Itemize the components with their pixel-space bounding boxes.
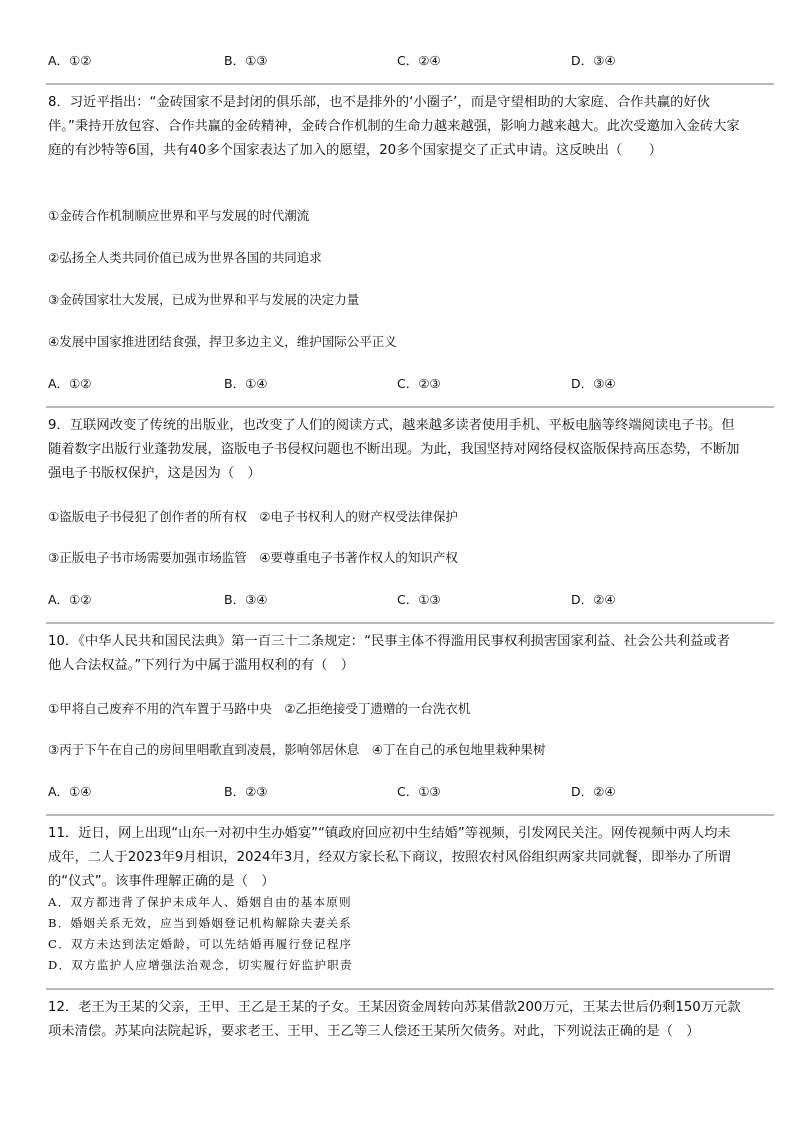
divider — [46, 83, 774, 85]
q7-option-c[interactable]: C．②④ — [397, 53, 441, 68]
q10-item-1: ①甲将自己废弃不用的汽车置于马路中央 ②乙拒绝接受丁遗赠的一台洗衣机 — [48, 701, 471, 716]
q10-option-b[interactable]: B．②③ — [224, 784, 268, 799]
q8-option-a[interactable]: A．①② — [48, 376, 92, 391]
q8-item-3: ③金砖国家壮大发展，已成为世界和平与发展的决定力量 — [48, 292, 360, 307]
divider — [46, 814, 774, 816]
divider — [46, 622, 774, 624]
q9-option-a[interactable]: A．①② — [48, 592, 92, 607]
q7-option-b[interactable]: B．①③ — [224, 53, 268, 68]
q9-item-2: ③正版电子书市场需要加强市场监管 ④要尊重电子书著作权人的知识产权 — [48, 550, 458, 565]
q8-option-d[interactable]: D．③④ — [571, 376, 616, 391]
q7-option-d[interactable]: D．③④ — [571, 53, 616, 68]
q8-option-b[interactable]: B．①④ — [224, 376, 268, 391]
q9-option-d[interactable]: D．②④ — [571, 592, 616, 607]
q9-stem: 9．互联网改变了传统的出版业，也改变了人们的阅读方式，越来越多读者使用手机、平板电脑等终端阅读电子书。但随着数字出版行业蓬勃发展，盗版电子书侵权问题也不断出现。为此，我国坚持对网络侵权盗版保持高压态势，不断加强电子书版权保护，这是因为（ ） — [48, 418, 740, 481]
divider — [46, 406, 774, 408]
q11-stem: 11．近日，网上出现“山东一对初中生办婚宴”“镇政府回应初中生结婚”等视频，引发网民关注。网传视频中两人均未成年，二人于2023年9月相识，2024年3月，经双方家长私下商议，按照农村风俗组织两家共同就餐，即举办了所谓的“仪式”。该事件理解正确的是（ ） — [48, 826, 731, 889]
q8-stem: 8．习近平指出：“金砖国家不是封闭的俱乐部，也不是排外的‘小圈子’，而是守望相助的大家庭、合作共赢的好伙伴。”秉持开放包容、合作共赢的金砖精神，金砖合作机制的生命力越来越强，影响力越来越大。此次受邀加入金砖大家庭的有沙特等6国，共有40多个国家表达了加入的愿望，20多个国家提交了正式申请。这反映出（ ） — [48, 95, 740, 158]
q9-option-b[interactable]: B．③④ — [224, 592, 268, 607]
q11-option-c[interactable]: C．双方未达到法定婚龄，可以先结婚再履行登记程序 — [48, 937, 353, 951]
q8-item-1: ①金砖合作机制顺应世界和平与发展的时代潮流 — [48, 208, 310, 223]
q11-option-d[interactable]: D．双方监护人应增强法治观念，切实履行好监护职责 — [48, 958, 353, 972]
q10-stem: 10．《中华人民共和国民法典》第一百三十二条规定：“民事主体不得滥用民事权利损害国家利益、社会公共利益或者他人合法权益。”下列行为中属于滥用权利的有（ ） — [48, 634, 731, 673]
q9-option-c[interactable]: C．①③ — [397, 592, 441, 607]
divider — [46, 988, 774, 990]
q11-option-a[interactable]: A．双方都违背了保护未成年人、婚姻自由的基本原则 — [48, 895, 352, 909]
q10-option-c[interactable]: C．①③ — [397, 784, 441, 799]
q10-option-d[interactable]: D．②④ — [571, 784, 616, 799]
q11-option-b[interactable]: B．婚姻关系无效，应当到婚姻登记机构解除夫妻关系 — [48, 916, 352, 930]
q9-item-1: ①盗版电子书侵犯了创作者的所有权 ②电子书权利人的财产权受法律保护 — [48, 509, 458, 524]
q8-item-2: ②弘扬全人类共同价值已成为世界各国的共同追求 — [48, 250, 322, 265]
q10-option-a[interactable]: A．①④ — [48, 784, 92, 799]
q8-item-4: ④发展中国家推进团结食强，捍卫多边主义，维护国际公平正义 — [48, 334, 397, 349]
q7-option-a[interactable]: A．①② — [48, 53, 92, 68]
q12-stem: 12．老王为王某的父亲，王甲、王乙是王某的子女。王某因资金周转向苏某借款200万元，王某去世后仍剩150万元款项未清偿。苏某向法院起诉，要求老王、王甲、王乙等三人偿还王某所欠债务。对此，下列说法正确的是（ ） — [48, 1000, 741, 1039]
q8-option-c[interactable]: C．②③ — [397, 376, 441, 391]
q10-item-2: ③丙于下午在自己的房间里唱歌直到凌晨，影响邻居休息 ④丁在自己的承包地里栽种果树 — [48, 742, 546, 757]
